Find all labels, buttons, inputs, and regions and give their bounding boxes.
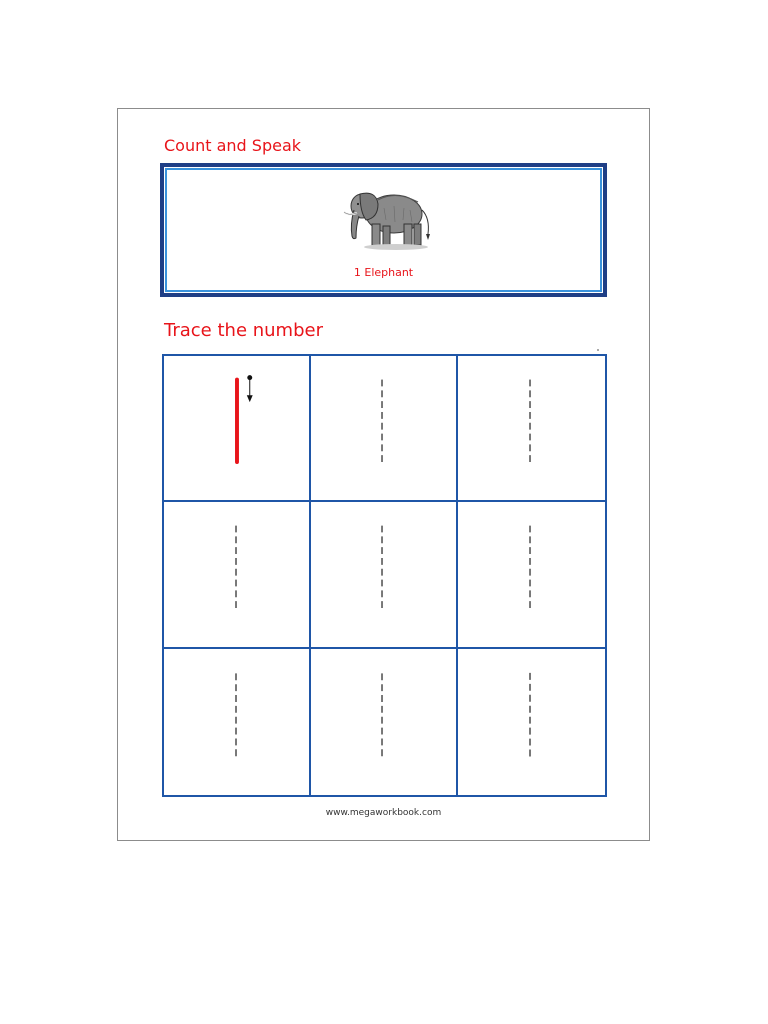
trace-cell bbox=[164, 649, 311, 795]
dashed-number-one bbox=[311, 356, 456, 500]
guided-number-one bbox=[164, 356, 309, 500]
elephant-illustration bbox=[338, 180, 436, 258]
count-section-title: Count and Speak bbox=[164, 136, 302, 155]
trace-cell bbox=[311, 356, 458, 502]
dashed-number-one bbox=[458, 649, 605, 795]
trace-cell bbox=[311, 502, 458, 648]
dashed-number-one bbox=[164, 502, 309, 646]
dashed-number-one bbox=[458, 502, 605, 646]
footer-url: www.megaworkbook.com bbox=[325, 808, 442, 818]
trace-cell bbox=[458, 502, 605, 648]
trace-section-title: Trace the number bbox=[164, 320, 323, 341]
dashed-number-one bbox=[311, 649, 456, 795]
count-box-inner-border bbox=[165, 168, 602, 292]
dashed-number-one bbox=[164, 649, 309, 795]
trace-cell bbox=[458, 356, 605, 502]
corner-mark bbox=[597, 349, 599, 351]
dashed-number-one bbox=[458, 356, 605, 500]
arrow-down-icon bbox=[247, 375, 253, 402]
dashed-number-one bbox=[311, 502, 456, 646]
trace-cell bbox=[311, 649, 458, 795]
count-caption: 1 Elephant bbox=[353, 266, 414, 279]
count-box bbox=[160, 163, 607, 297]
trace-cell-guide bbox=[164, 356, 311, 502]
trace-cell bbox=[164, 502, 311, 648]
trace-cell bbox=[458, 649, 605, 795]
trace-grid bbox=[162, 354, 607, 797]
